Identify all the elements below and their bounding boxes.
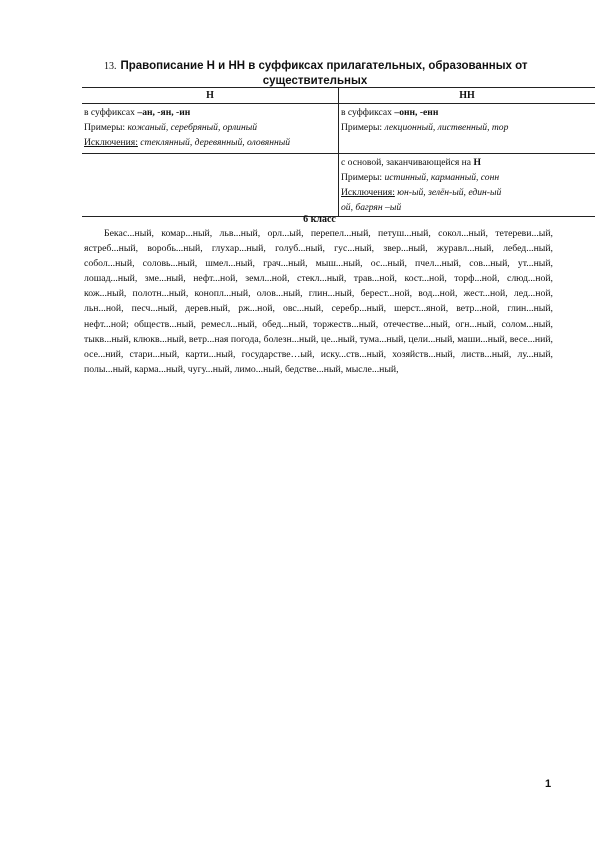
table-row — [82, 154, 595, 217]
nn-stem-exceptions-value: юн-ый, зелён-ый, един-ый — [394, 187, 502, 198]
nn-examples-label: Примеры: — [341, 122, 385, 133]
column-header-nn: НН — [339, 88, 595, 104]
n-suffix-value: –ан, -ян, -ин — [137, 107, 191, 118]
nn-examples-value: лекционный, лиственный, тор — [384, 122, 509, 133]
empty-cell — [82, 154, 339, 217]
n-exceptions-value: стеклянный, деревянный, оловянный — [137, 137, 291, 148]
nn-suffix-line — [341, 105, 593, 120]
rules-table — [82, 87, 595, 217]
table-row — [82, 104, 595, 154]
n-rule-cell — [82, 104, 339, 154]
n-exceptions-line — [84, 135, 336, 150]
nn-suffix-label: в суффиксах — [341, 107, 395, 118]
n-examples-line — [84, 120, 336, 135]
nn-stem-value: Н — [473, 157, 481, 168]
n-exceptions-label: Исключения: — [84, 137, 138, 148]
nn-stem-exceptions-line — [341, 185, 593, 200]
n-suffix-label: в суффиксах — [84, 107, 138, 118]
title-line-2: существительных — [262, 75, 368, 87]
nn-stem-examples-value: истинный, карманный, сонн — [384, 172, 500, 183]
section-number: 13. — [104, 61, 117, 72]
page-number: 1 — [545, 778, 552, 790]
nn-examples-line — [341, 120, 593, 135]
nn-rule-cell — [339, 104, 595, 154]
nn-stem-line — [341, 155, 593, 170]
document-title — [104, 59, 564, 88]
nn-stem-label: с основой, заканчивающейся на — [341, 157, 474, 168]
nn-stem-exceptions-label: Исключения: — [341, 187, 395, 198]
n-examples-value: кожаный, серебряный, орлиный — [127, 122, 258, 133]
n-examples-label: Примеры: — [84, 122, 128, 133]
title-line-1: Правописание Н и НН в суффиксах прилагательных, образованных от — [120, 60, 528, 72]
nn-stem-examples-line — [341, 170, 593, 185]
table-header-row — [82, 88, 595, 104]
exercise-text: Бекас...ный, комар...ный, льв...ный, орл...ый, перепел...ный, петуш...ный, сокол...ный, тетереви...ый, ястреб...ный, воробь...ный, глухар...ный, голуб...ный, гус...ный, звер...ный, журавл...ный, лебед...ный, собол...ный, соловь...ный, шмел...ный, грач...ный, мыш...ный, ос...ный, пчел...ный, сов...ный, ут...ный, лошад...ный, зме...ный, нефт...ной, земл...ной, стекл...ный, трав...ной, кост...ной, торф...ной, слюд...ной, кож...ный, полотн...ный, конопл...ный, олов...ный, глин...ный, берест...ной, вод...ной, жест...ной, лед...ной, льн...ной, песч...ный, дерев.ный, рж...ной, овс...ный, серебр...ный, шерст...яной, ветр...ной, глин...ный, нефт...ной; обществ...ный, ремесл...ный, обед...ный, торжеств...ный, отечестве...ный, огн...ный, солом...ный, тыкв...ный, клюкв...ный, ветр...ная погода, болезн...ный, це...ный, тума...ный, цели...ный, маши...ный, весе...ний, осе...ний, стари...ный, карти...ный, государстве…ый, иску...ств...ный, хозяйств...ный, листв...ный, лу...ный, полы...ный, карма...ный, чугу...ный, лимо...ный, бедстве...ный, мысле...ный, — [84, 228, 553, 375]
column-header-n: Н — [82, 88, 339, 104]
nn-stem-exceptions-continued: ой, багрян –ый — [341, 202, 402, 213]
n-suffix-line — [84, 105, 336, 120]
nn-suffix-value: –онн, -енн — [394, 107, 439, 118]
exercise-heading: 6 класс — [303, 214, 336, 225]
nn-stem-cell — [339, 154, 595, 217]
nn-stem-examples-label: Примеры: — [341, 172, 385, 183]
